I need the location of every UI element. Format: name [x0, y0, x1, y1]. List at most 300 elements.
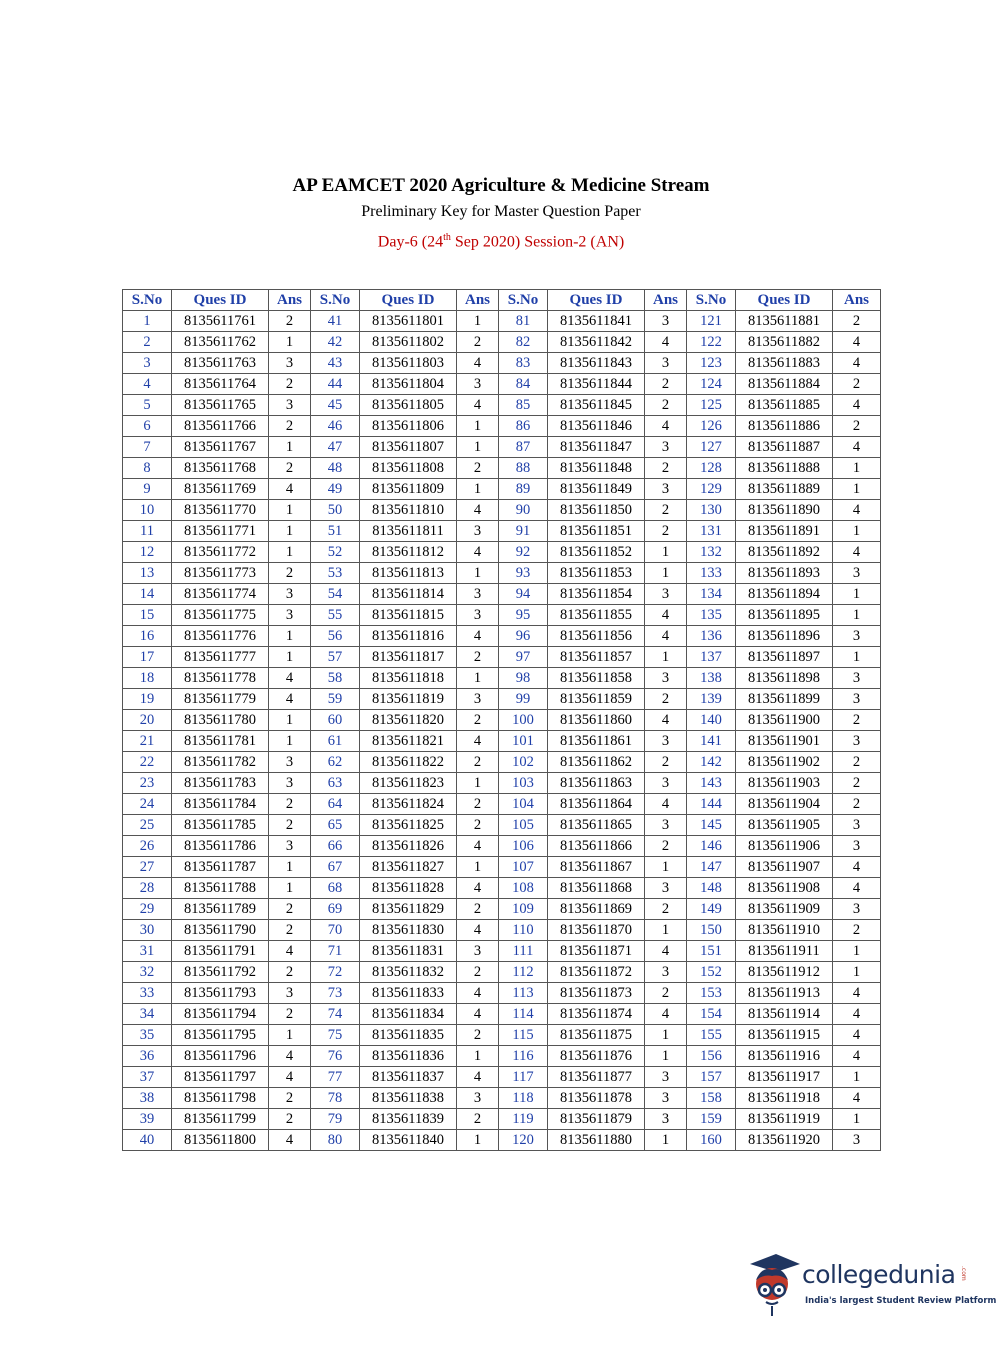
ques-id-cell: 8135611823: [360, 773, 457, 794]
ans-cell: 3: [645, 815, 687, 836]
ques-id-cell: 8135611920: [736, 1130, 833, 1151]
ans-cell: 1: [269, 878, 311, 899]
sno-cell: 88: [499, 458, 548, 479]
ans-cell: 2: [457, 1109, 499, 1130]
sno-cell: 5: [123, 395, 172, 416]
ans-cell: 2: [269, 920, 311, 941]
ques-id-cell: 8135611907: [736, 857, 833, 878]
ques-id-cell: 8135611771: [172, 521, 269, 542]
sno-cell: 50: [311, 500, 360, 521]
column-header: S.No: [123, 290, 172, 311]
column-header: S.No: [311, 290, 360, 311]
ques-id-cell: 8135611789: [172, 899, 269, 920]
ans-cell: 4: [269, 479, 311, 500]
ques-id-cell: 8135611818: [360, 668, 457, 689]
sno-cell: 61: [311, 731, 360, 752]
ans-cell: 1: [645, 1046, 687, 1067]
ques-id-cell: 8135611791: [172, 941, 269, 962]
sno-cell: 26: [123, 836, 172, 857]
ans-cell: 2: [269, 416, 311, 437]
ques-id-cell: 8135611838: [360, 1088, 457, 1109]
ques-id-cell: 8135611814: [360, 584, 457, 605]
sno-cell: 90: [499, 500, 548, 521]
ans-cell: 2: [833, 374, 881, 395]
table-row: [123, 500, 881, 521]
ques-id-cell: 8135611804: [360, 374, 457, 395]
ans-cell: 4: [833, 500, 881, 521]
ques-id-cell: 8135611794: [172, 1004, 269, 1025]
sno-cell: 58: [311, 668, 360, 689]
sno-cell: 29: [123, 899, 172, 920]
mascot-icon: [742, 1250, 804, 1320]
sno-cell: 75: [311, 1025, 360, 1046]
sno-cell: 48: [311, 458, 360, 479]
ques-id-cell: 8135611897: [736, 647, 833, 668]
sno-cell: 62: [311, 752, 360, 773]
sno-cell: 135: [687, 605, 736, 626]
ques-id-cell: 8135611801: [360, 311, 457, 332]
sno-cell: 52: [311, 542, 360, 563]
document-subtitle: Preliminary Key for Master Question Paper: [361, 203, 641, 220]
sno-cell: 7: [123, 437, 172, 458]
ans-cell: 3: [645, 479, 687, 500]
sno-cell: 121: [687, 311, 736, 332]
ques-id-cell: 8135611901: [736, 731, 833, 752]
table-row: [123, 773, 881, 794]
table-row: [123, 353, 881, 374]
ques-id-cell: 8135611808: [360, 458, 457, 479]
table-row: [123, 626, 881, 647]
table-row: [123, 668, 881, 689]
sno-cell: 55: [311, 605, 360, 626]
ans-cell: 2: [269, 311, 311, 332]
ques-id-cell: 8135611843: [548, 353, 645, 374]
sno-cell: 153: [687, 983, 736, 1004]
ques-id-cell: 8135611882: [736, 332, 833, 353]
sno-cell: 37: [123, 1067, 172, 1088]
sno-cell: 70: [311, 920, 360, 941]
ans-cell: 2: [645, 374, 687, 395]
ans-cell: 3: [833, 731, 881, 752]
ques-id-cell: 8135611866: [548, 836, 645, 857]
table-row: [123, 437, 881, 458]
ans-cell: 3: [269, 836, 311, 857]
table-row: [123, 458, 881, 479]
sno-cell: 78: [311, 1088, 360, 1109]
ans-cell: 1: [833, 1109, 881, 1130]
sno-cell: 150: [687, 920, 736, 941]
ques-id-cell: 8135611809: [360, 479, 457, 500]
ans-cell: 1: [269, 500, 311, 521]
ans-cell: 1: [645, 542, 687, 563]
ques-id-cell: 8135611839: [360, 1109, 457, 1130]
sno-cell: 43: [311, 353, 360, 374]
sno-cell: 65: [311, 815, 360, 836]
sno-cell: 73: [311, 983, 360, 1004]
sno-cell: 15: [123, 605, 172, 626]
table-row: [123, 1109, 881, 1130]
sno-cell: 11: [123, 521, 172, 542]
ques-id-cell: 8135611890: [736, 500, 833, 521]
sno-cell: 81: [499, 311, 548, 332]
table-row: [123, 941, 881, 962]
sno-cell: 142: [687, 752, 736, 773]
ques-id-cell: 8135611779: [172, 689, 269, 710]
ans-cell: 1: [645, 647, 687, 668]
sno-cell: 82: [499, 332, 548, 353]
ans-cell: 4: [833, 332, 881, 353]
ques-id-cell: 8135611842: [548, 332, 645, 353]
session-sup: th: [443, 232, 451, 243]
ans-cell: 3: [645, 437, 687, 458]
sno-cell: 36: [123, 1046, 172, 1067]
sno-cell: 21: [123, 731, 172, 752]
sno-cell: 33: [123, 983, 172, 1004]
ques-id-cell: 8135611908: [736, 878, 833, 899]
ans-cell: 3: [645, 1067, 687, 1088]
ques-id-cell: 8135611795: [172, 1025, 269, 1046]
ans-cell: 2: [269, 374, 311, 395]
ans-cell: 3: [833, 563, 881, 584]
ans-cell: 1: [269, 332, 311, 353]
ques-id-cell: 8135611884: [736, 374, 833, 395]
ans-cell: 2: [457, 332, 499, 353]
ques-id-cell: 8135611870: [548, 920, 645, 941]
ques-id-cell: 8135611811: [360, 521, 457, 542]
ans-cell: 4: [457, 983, 499, 1004]
ques-id-cell: 8135611887: [736, 437, 833, 458]
table-row: [123, 857, 881, 878]
sno-cell: 143: [687, 773, 736, 794]
sno-cell: 141: [687, 731, 736, 752]
ques-id-cell: 8135611875: [548, 1025, 645, 1046]
ques-id-cell: 8135611833: [360, 983, 457, 1004]
sno-cell: 148: [687, 878, 736, 899]
ans-cell: 3: [269, 752, 311, 773]
table-row: [123, 836, 881, 857]
table-row: [123, 542, 881, 563]
ans-cell: 4: [645, 794, 687, 815]
sno-cell: 71: [311, 941, 360, 962]
ans-cell: 4: [833, 353, 881, 374]
ans-cell: 1: [645, 1025, 687, 1046]
ques-id-cell: 8135611892: [736, 542, 833, 563]
ques-id-cell: 8135611865: [548, 815, 645, 836]
ans-cell: 3: [457, 374, 499, 395]
table-row: [123, 311, 881, 332]
ques-id-cell: 8135611886: [736, 416, 833, 437]
ans-cell: 2: [645, 983, 687, 1004]
ans-cell: 1: [833, 521, 881, 542]
sno-cell: 13: [123, 563, 172, 584]
ques-id-cell: 8135611857: [548, 647, 645, 668]
sno-cell: 49: [311, 479, 360, 500]
sno-cell: 17: [123, 647, 172, 668]
ques-id-cell: 8135611863: [548, 773, 645, 794]
sno-cell: 38: [123, 1088, 172, 1109]
ques-id-cell: 8135611796: [172, 1046, 269, 1067]
ans-cell: 4: [645, 710, 687, 731]
sno-cell: 30: [123, 920, 172, 941]
table-row: [123, 710, 881, 731]
ans-cell: 3: [457, 689, 499, 710]
sno-cell: 125: [687, 395, 736, 416]
sno-cell: 137: [687, 647, 736, 668]
ans-cell: 1: [645, 1130, 687, 1151]
ques-id-cell: 8135611856: [548, 626, 645, 647]
sno-cell: 109: [499, 899, 548, 920]
ans-cell: 3: [833, 836, 881, 857]
ques-id-cell: 8135611873: [548, 983, 645, 1004]
sno-cell: 152: [687, 962, 736, 983]
sno-cell: 51: [311, 521, 360, 542]
ans-cell: 1: [457, 479, 499, 500]
ques-id-cell: 8135611826: [360, 836, 457, 857]
ans-cell: 1: [269, 542, 311, 563]
table-row: [123, 899, 881, 920]
ans-cell: 4: [645, 626, 687, 647]
sno-cell: 94: [499, 584, 548, 605]
ans-cell: 4: [457, 878, 499, 899]
sno-cell: 87: [499, 437, 548, 458]
table-row: [123, 1025, 881, 1046]
ques-id-cell: 8135611854: [548, 584, 645, 605]
ans-cell: 2: [645, 836, 687, 857]
table-row: [123, 584, 881, 605]
sno-cell: 106: [499, 836, 548, 857]
ans-cell: 3: [833, 626, 881, 647]
ques-id-cell: 8135611871: [548, 941, 645, 962]
sno-cell: 3: [123, 353, 172, 374]
ans-cell: 2: [269, 563, 311, 584]
ans-cell: 2: [457, 752, 499, 773]
sno-cell: 133: [687, 563, 736, 584]
ques-id-cell: 8135611881: [736, 311, 833, 332]
ans-cell: 2: [645, 521, 687, 542]
sno-cell: 69: [311, 899, 360, 920]
sno-cell: 158: [687, 1088, 736, 1109]
ques-id-cell: 8135611894: [736, 584, 833, 605]
ques-id-cell: 8135611784: [172, 794, 269, 815]
ans-cell: 4: [269, 1067, 311, 1088]
ans-cell: 1: [833, 584, 881, 605]
ans-cell: 1: [457, 311, 499, 332]
sno-cell: 67: [311, 857, 360, 878]
ans-cell: 1: [457, 416, 499, 437]
table-row: [123, 878, 881, 899]
ques-id-cell: 8135611895: [736, 605, 833, 626]
ans-cell: 4: [269, 1130, 311, 1151]
ques-id-cell: 8135611867: [548, 857, 645, 878]
column-header: Ques ID: [172, 290, 269, 311]
ans-cell: 1: [457, 857, 499, 878]
ans-cell: 2: [645, 458, 687, 479]
collegedunia-logo[interactable]: [742, 1250, 997, 1320]
ans-cell: 2: [833, 710, 881, 731]
sno-cell: 110: [499, 920, 548, 941]
ques-id-cell: 8135611817: [360, 647, 457, 668]
sno-cell: 6: [123, 416, 172, 437]
ques-id-cell: 8135611899: [736, 689, 833, 710]
sno-cell: 138: [687, 668, 736, 689]
ans-cell: 2: [833, 773, 881, 794]
table-header-row: [123, 290, 881, 311]
ans-cell: 2: [645, 395, 687, 416]
table-row: [123, 983, 881, 1004]
ans-cell: 4: [645, 416, 687, 437]
ans-cell: 1: [269, 521, 311, 542]
ques-id-cell: 8135611872: [548, 962, 645, 983]
ques-id-cell: 8135611905: [736, 815, 833, 836]
table-row: [123, 752, 881, 773]
ans-cell: 2: [457, 962, 499, 983]
ans-cell: 1: [457, 437, 499, 458]
ques-id-cell: 8135611827: [360, 857, 457, 878]
ans-cell: 3: [833, 668, 881, 689]
ques-id-cell: 8135611893: [736, 563, 833, 584]
ques-id-cell: 8135611803: [360, 353, 457, 374]
session-prefix: Day-6 (24: [377, 233, 444, 251]
ques-id-cell: 8135611767: [172, 437, 269, 458]
ans-cell: 4: [645, 941, 687, 962]
table-row: [123, 1067, 881, 1088]
ques-id-cell: 8135611878: [548, 1088, 645, 1109]
ques-id-cell: 8135611860: [548, 710, 645, 731]
sno-cell: 122: [687, 332, 736, 353]
document-title: AP EAMCET 2020 Agriculture & Medicine Stream: [292, 175, 710, 196]
sno-cell: 101: [499, 731, 548, 752]
ques-id-cell: 8135611785: [172, 815, 269, 836]
ans-cell: 3: [269, 584, 311, 605]
ques-id-cell: 8135611877: [548, 1067, 645, 1088]
ans-cell: 4: [457, 626, 499, 647]
sno-cell: 144: [687, 794, 736, 815]
ques-id-cell: 8135611868: [548, 878, 645, 899]
ques-id-cell: 8135611880: [548, 1130, 645, 1151]
sno-cell: 24: [123, 794, 172, 815]
sno-cell: 127: [687, 437, 736, 458]
ques-id-cell: 8135611916: [736, 1046, 833, 1067]
column-header: Ans: [457, 290, 499, 311]
sno-cell: 63: [311, 773, 360, 794]
table-row: [123, 605, 881, 626]
sno-cell: 154: [687, 1004, 736, 1025]
ques-id-cell: 8135611918: [736, 1088, 833, 1109]
ques-id-cell: 8135611917: [736, 1067, 833, 1088]
ans-cell: 4: [833, 857, 881, 878]
ans-cell: 2: [269, 458, 311, 479]
ans-cell: 1: [833, 647, 881, 668]
ans-cell: 2: [269, 962, 311, 983]
sno-cell: 132: [687, 542, 736, 563]
ques-id-cell: 8135611853: [548, 563, 645, 584]
ques-id-cell: 8135611782: [172, 752, 269, 773]
sno-cell: 44: [311, 374, 360, 395]
ques-id-cell: 8135611845: [548, 395, 645, 416]
table-row: [123, 395, 881, 416]
ans-cell: 3: [269, 605, 311, 626]
table-row: [123, 1130, 881, 1151]
ans-cell: 1: [269, 1025, 311, 1046]
ques-id-cell: 8135611903: [736, 773, 833, 794]
ques-id-cell: 8135611773: [172, 563, 269, 584]
ans-cell: 4: [457, 395, 499, 416]
ques-id-cell: 8135611780: [172, 710, 269, 731]
table-row: [123, 416, 881, 437]
ques-id-cell: 8135611819: [360, 689, 457, 710]
ques-id-cell: 8135611765: [172, 395, 269, 416]
sno-cell: 46: [311, 416, 360, 437]
sno-cell: 85: [499, 395, 548, 416]
ans-cell: 3: [457, 941, 499, 962]
sno-cell: 72: [311, 962, 360, 983]
ques-id-cell: 8135611846: [548, 416, 645, 437]
ques-id-cell: 8135611864: [548, 794, 645, 815]
ques-id-cell: 8135611764: [172, 374, 269, 395]
ques-id-cell: 8135611851: [548, 521, 645, 542]
ans-cell: 3: [645, 1088, 687, 1109]
ques-id-cell: 8135611840: [360, 1130, 457, 1151]
ques-id-cell: 8135611904: [736, 794, 833, 815]
column-header: Ans: [833, 290, 881, 311]
ans-cell: 4: [269, 668, 311, 689]
sno-cell: 146: [687, 836, 736, 857]
sno-cell: 93: [499, 563, 548, 584]
ques-id-cell: 8135611770: [172, 500, 269, 521]
sno-cell: 136: [687, 626, 736, 647]
ans-cell: 2: [457, 647, 499, 668]
ans-cell: 3: [833, 815, 881, 836]
answer-key-table: [122, 289, 881, 1151]
ques-id-cell: 8135611792: [172, 962, 269, 983]
ques-id-cell: 8135611820: [360, 710, 457, 731]
ans-cell: 1: [457, 1046, 499, 1067]
ques-id-cell: 8135611832: [360, 962, 457, 983]
ques-id-cell: 8135611825: [360, 815, 457, 836]
sno-cell: 9: [123, 479, 172, 500]
ans-cell: 4: [457, 836, 499, 857]
ques-id-cell: 8135611874: [548, 1004, 645, 1025]
sno-cell: 18: [123, 668, 172, 689]
ans-cell: 4: [457, 353, 499, 374]
ques-id-cell: 8135611766: [172, 416, 269, 437]
ans-cell: 1: [457, 1130, 499, 1151]
ques-id-cell: 8135611762: [172, 332, 269, 353]
ques-id-cell: 8135611837: [360, 1067, 457, 1088]
ques-id-cell: 8135611891: [736, 521, 833, 542]
ques-id-cell: 8135611787: [172, 857, 269, 878]
table-row: [123, 962, 881, 983]
sno-cell: 97: [499, 647, 548, 668]
ques-id-cell: 8135611911: [736, 941, 833, 962]
ques-id-cell: 8135611896: [736, 626, 833, 647]
sno-cell: 114: [499, 1004, 548, 1025]
ans-cell: 4: [833, 1004, 881, 1025]
table-row: [123, 647, 881, 668]
ans-cell: 1: [269, 731, 311, 752]
sno-cell: 45: [311, 395, 360, 416]
ans-cell: 4: [833, 878, 881, 899]
ans-cell: 1: [269, 647, 311, 668]
sno-cell: 149: [687, 899, 736, 920]
ans-cell: 4: [457, 1067, 499, 1088]
ques-id-cell: 8135611813: [360, 563, 457, 584]
sno-cell: 54: [311, 584, 360, 605]
ans-cell: 1: [457, 773, 499, 794]
sno-cell: 134: [687, 584, 736, 605]
ques-id-cell: 8135611847: [548, 437, 645, 458]
sno-cell: 92: [499, 542, 548, 563]
